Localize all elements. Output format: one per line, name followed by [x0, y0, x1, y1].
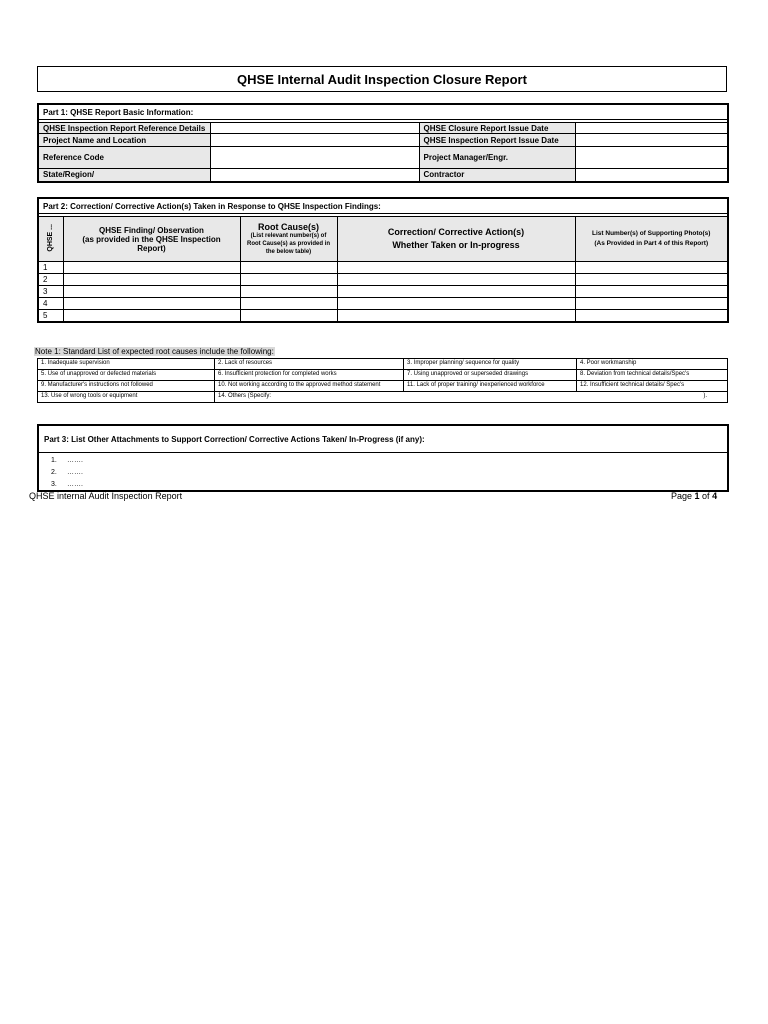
root-cause-item: 1. Inadequate supervision [38, 359, 215, 370]
part1-header-row [38, 104, 728, 120]
report-title: QHSE Internal Audit Inspection Closure Report [37, 66, 727, 92]
col-header-corrective-action: Correction/ Corrective Action(s) Whether Taken or In-progress [337, 217, 575, 262]
root-cause-cell[interactable] [240, 310, 337, 323]
root-cause-item: 5. Use of unapproved or defected materials [38, 370, 215, 381]
action-cell[interactable] [337, 262, 575, 274]
root-cause-item: 2. Lack of resources [215, 359, 404, 370]
finding-cell[interactable] [63, 286, 240, 298]
table-row [38, 392, 728, 403]
finding-cell[interactable] [63, 310, 240, 323]
col-header-supporting-photos: List Number(s) of Supporting Photo(s) (As Provided in Part 4 of this Report) [575, 217, 728, 262]
root-cause-item: 4. Poor workmanship [577, 359, 728, 370]
photo-cell[interactable] [575, 286, 728, 298]
reference-details-field[interactable] [210, 123, 419, 134]
list-item[interactable]: 2. ……. [51, 469, 83, 476]
root-cause-item: 7. Using unapproved or superseded drawings [404, 370, 577, 381]
root-causes-table [37, 358, 728, 403]
root-cause-item: 11. Lack of proper training/ inexperienced workforce [404, 381, 577, 392]
table-row [38, 359, 728, 370]
info-row [38, 147, 728, 169]
table-row [38, 286, 728, 298]
root-cause-cell[interactable] [240, 262, 337, 274]
project-manager-field[interactable] [575, 147, 728, 169]
root-cause-item: 8. Deviation from technical details/Spec's [577, 370, 728, 381]
root-cause-cell[interactable] [240, 298, 337, 310]
part2-corrective-actions-table [37, 197, 729, 323]
reference-code-field[interactable] [210, 147, 419, 169]
table-row [38, 381, 728, 392]
root-cause-item: 10. Not working according to the approved method statement [215, 381, 404, 392]
table-row [38, 298, 728, 310]
table-row [38, 370, 728, 381]
closure-issue-date-field[interactable] [575, 123, 728, 134]
root-cause-cell[interactable] [240, 274, 337, 286]
field-label: Project Manager/Engr. [419, 147, 575, 169]
col-header-root-cause: Root Cause(s) (List relevant number(s) of Root Cause(s) as provided in the below table) [240, 217, 337, 262]
part3-header: Part 3: List Other Attachments to Support Correction/ Corrective Actions Taken/ In-Progress (if any): [39, 426, 727, 453]
row-number: 5 [38, 310, 63, 323]
part2-column-headers [38, 217, 728, 262]
field-label: Reference Code [38, 147, 210, 169]
page-number: Page 1 of 4 [671, 491, 718, 501]
photo-cell[interactable] [575, 262, 728, 274]
table-row [38, 262, 728, 274]
photo-cell[interactable] [575, 274, 728, 286]
finding-cell[interactable] [63, 262, 240, 274]
root-cause-item: 6. Insufficient protection for completed works [215, 370, 404, 381]
row-number: 3 [38, 286, 63, 298]
root-cause-item: 3. Improper planning/ sequence for quality [404, 359, 577, 370]
col-header-number: QHSE ... [38, 217, 63, 262]
part2-header: Part 2: Correction/ Corrective Action(s) Taken in Response to QHSE Inspection Findings: [38, 198, 728, 214]
row-number: 2 [38, 274, 63, 286]
info-row [38, 169, 728, 182]
field-label: State/Region/ [38, 169, 210, 182]
photo-cell[interactable] [575, 298, 728, 310]
contractor-field[interactable] [575, 169, 728, 182]
row-number: 4 [38, 298, 63, 310]
row-number: 1 [38, 262, 63, 274]
part1-basic-info-table [37, 103, 729, 183]
action-cell[interactable] [337, 286, 575, 298]
root-cause-item: 9. Manufacturer's instructions not followed [38, 381, 215, 392]
table-row [38, 274, 728, 286]
col-header-finding: QHSE Finding/ Observation (as provided in the QHSE Inspection Report) [63, 217, 240, 262]
field-label: QHSE Inspection Report Reference Details [38, 123, 210, 134]
footer-doc-title: QHSE internal Audit Inspection Report [29, 491, 183, 501]
root-cause-other-item[interactable]: 14. Others (Specify: ). [215, 392, 728, 403]
action-cell[interactable] [337, 274, 575, 286]
table-row [38, 310, 728, 323]
root-cause-item: 13. Use of wrong tools or equipment [38, 392, 215, 403]
info-row [38, 134, 728, 147]
part3-attachments-box [37, 424, 729, 492]
field-label: Project Name and Location [38, 134, 210, 147]
root-causes-note: Note 1: Standard List of expected root causes include the following: [35, 347, 274, 356]
root-cause-cell[interactable] [240, 286, 337, 298]
field-label: QHSE Inspection Report Issue Date [419, 134, 575, 147]
part1-header: Part 1: QHSE Report Basic Information: [38, 104, 728, 120]
action-cell[interactable] [337, 298, 575, 310]
field-label: Contractor [419, 169, 575, 182]
attachments-list [39, 453, 727, 491]
list-item[interactable]: 1. ……. [51, 457, 83, 464]
part2-header-row [38, 198, 728, 214]
root-cause-item: 12. Insufficient technical details/ Spec's [577, 381, 728, 392]
finding-cell[interactable] [63, 298, 240, 310]
info-row [38, 123, 728, 134]
inspection-issue-date-field[interactable] [575, 134, 728, 147]
field-label: QHSE Closure Report Issue Date [419, 123, 575, 134]
state-region-field[interactable] [210, 169, 419, 182]
list-item[interactable]: 3. ……. [51, 481, 83, 488]
action-cell[interactable] [337, 310, 575, 323]
photo-cell[interactable] [575, 310, 728, 323]
finding-cell[interactable] [63, 274, 240, 286]
project-name-field[interactable] [210, 134, 419, 147]
